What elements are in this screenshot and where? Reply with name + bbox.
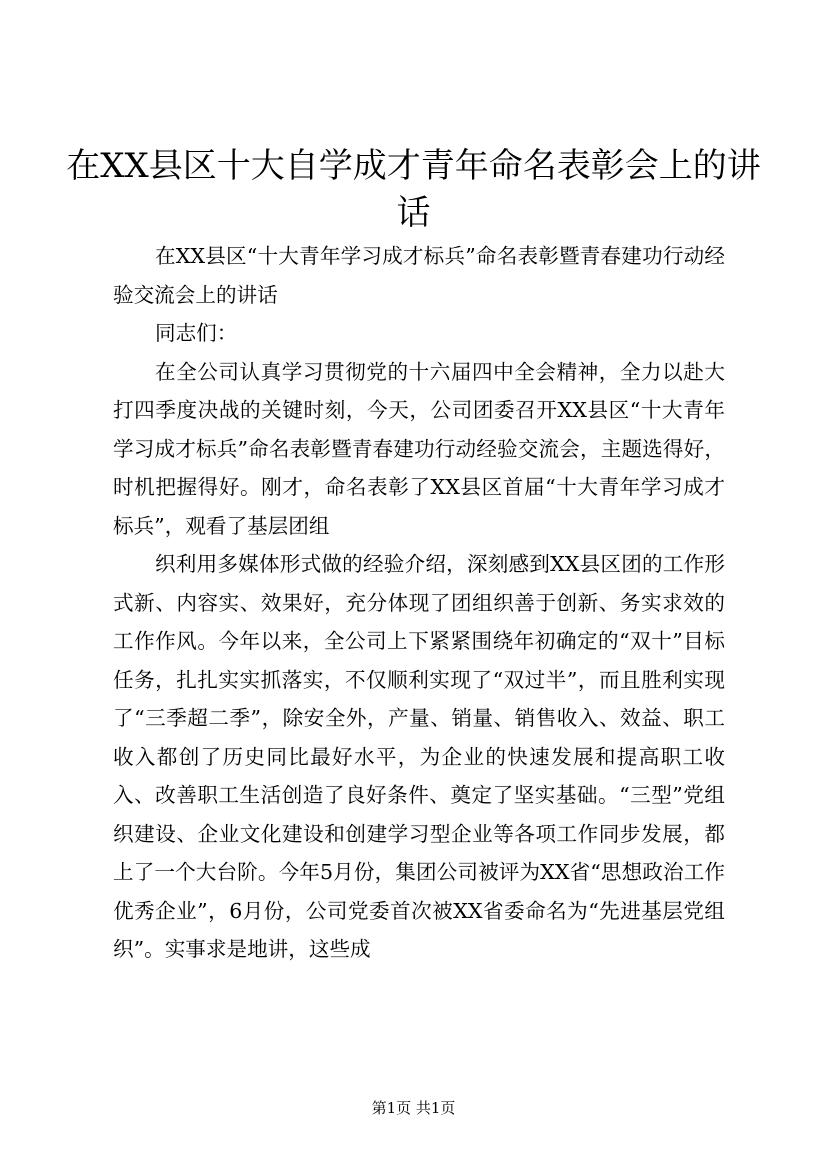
paragraph-achievements: 织利用多媒体形式做的经验介绍，深刻感到XX县区团的工作形式新、内容实、效果好，充分体现了团组织善于创新、务实求效的工作作风。今年以来，全公司上下紧紧围绕年初确定的“双十”目标任务，扎扎实实抓落实，不仅顺利实现了“双过半”，而且胜利实现了“三季超二季”，除安全外，产量、销量、销售收入、效益、职工收入都创了历史同比最好水平，为企业的快速发展和提高职工收入、改善职工生活创造了良好条件、奠定了坚实基础。“三型”党组织建设、企业文化建设和创建学习型企业等各项工作同步发展，都上了一个大台阶。今年5月份，集团公司被评为XX省“思想政治工作优秀企业”，6月份，公司党委首次被XX省委命名为“先进基层党组织”。实事求是地讲，这些成	[113, 552, 725, 961]
page-footer: 第1页 共1页	[371, 1099, 456, 1117]
document-body	[113, 237, 725, 969]
paragraph-subtitle: 在XX县区“十大青年学习成才标兵”命名表彰暨青春建功行动经验交流会上的讲话	[113, 244, 725, 307]
paragraph-salutation: 同志们：	[155, 321, 238, 345]
paragraph-opening: 在全公司认真学习贯彻党的十六届四中全会精神，全力以赴大打四季度决战的关键时刻，今天，公司团委召开XX县区“十大青年学习成才标兵”命名表彰暨青春建功行动经验交流会，主题选得好，时机把握得好。刚才，命名表彰了XX县区首届“十大青年学习成才标兵”，观看了基层团组	[113, 359, 725, 538]
document-title: 在XX县区十大自学成才青年命名表彰会上的讲话	[66, 146, 761, 233]
